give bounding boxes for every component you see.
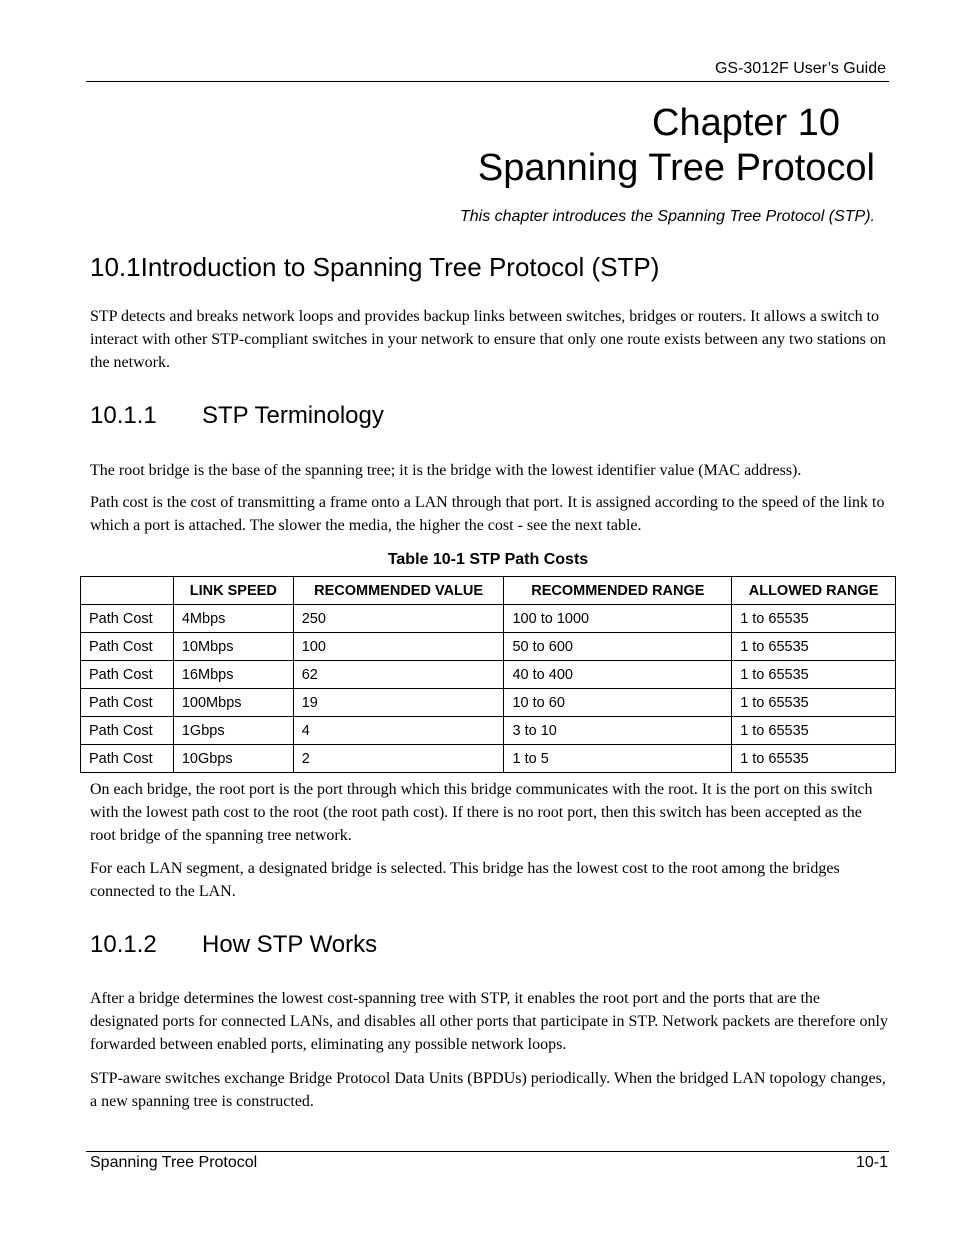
table-cell: 50 to 600	[504, 633, 732, 661]
table-cell: 1 to 65535	[732, 717, 896, 745]
section-number: 10.1.2	[90, 931, 157, 958]
table-cell: Path Cost	[81, 689, 174, 717]
table-cell: Path Cost	[81, 661, 174, 689]
table-cell: 4Mbps	[173, 605, 293, 633]
chapter-intro: This chapter introduces the Spanning Tree Protocol (STP).	[459, 208, 875, 225]
table-row	[81, 717, 896, 745]
how-stp-works-paragraph-1: After a bridge determines the lowest cost-spanning tree with STP, it enables the root port and the ports that are the designated ports for connected LANs, and disables all other ports that participate in STP. Network packets are therefore only forwarded between enabled ports, eliminating any possible network loops.	[90, 990, 888, 1053]
table-header-cell: RECOMMENDED VALUE	[293, 577, 504, 605]
section-heading-10-1-2	[90, 931, 377, 959]
table-cell: Path Cost	[81, 605, 174, 633]
table-cell: 3 to 10	[504, 717, 732, 745]
table-header-cell	[81, 577, 174, 605]
section-number: 10.1.1	[90, 402, 157, 429]
table-cell: 10Mbps	[173, 633, 293, 661]
table-cell: 1 to 65535	[732, 689, 896, 717]
table-cell: Path Cost	[81, 745, 174, 773]
table-cell: Path Cost	[81, 717, 174, 745]
table-caption: Table 10-1 STP Path Costs	[387, 551, 589, 568]
footer-page-number: 10-1	[855, 1154, 888, 1171]
chapter-title: Spanning Tree Protocol	[477, 147, 875, 189]
table-cell: 10Gbps	[173, 745, 293, 773]
table-row	[81, 689, 896, 717]
terminology-paragraph-1: The root bridge is the base of the spanning tree; it is the bridge with the lowest identifier value (MAC address).	[90, 462, 802, 479]
table-cell: 1 to 65535	[732, 605, 896, 633]
section-heading-10-1: 10.1Introduction to Spanning Tree Protocol (STP)	[90, 252, 660, 282]
table-cell: 1 to 5	[504, 745, 732, 773]
section-title: How STP Works	[202, 931, 378, 958]
table-cell: 40 to 400	[504, 661, 732, 689]
table-cell: 4	[293, 717, 504, 745]
table-header-cell: RECOMMENDED RANGE	[504, 577, 732, 605]
table-cell: 10 to 60	[504, 689, 732, 717]
table-cell: 100	[293, 633, 504, 661]
root-port-paragraph: On each bridge, the root port is the port through which this bridge communicates with the root. It is the port on this switch with the lowest path cost to the root (the root path cost). If there is no root port, then this switch has been accepted as the root bridge of the spanning tree network.	[90, 781, 873, 844]
table-cell: 2	[293, 745, 504, 773]
section-10-1-paragraph: STP detects and breaks network loops and provides backup links between switches, bridges or routers. It allows a switch to interact with other STP-compliant switches in your network to ensure that only one route exists between any two stations on the network.	[90, 308, 886, 371]
terminology-paragraph-2: Path cost is the cost of transmitting a frame onto a LAN through that port. It is assigned according to the speed of the link to which a port is attached. The slower the media, the higher the cost - see the next table.	[90, 494, 885, 534]
table-row	[81, 661, 896, 689]
table-cell: 19	[293, 689, 504, 717]
table-cell: 1 to 65535	[732, 745, 896, 773]
how-stp-works-paragraph-2: STP-aware switches exchange Bridge Protocol Data Units (BPDUs) periodically. When the bridged LAN topology changes, a new spanning tree is constructed.	[90, 1070, 886, 1110]
table-cell: 100Mbps	[173, 689, 293, 717]
table-cell: 62	[293, 661, 504, 689]
table-cell: 1 to 65535	[732, 633, 896, 661]
section-heading-10-1-1	[90, 402, 384, 430]
table-row	[81, 633, 896, 661]
table-cell: 250	[293, 605, 504, 633]
table-row	[81, 745, 896, 773]
running-header: GS-3012F User’s Guide	[714, 60, 886, 77]
designated-bridge-paragraph: For each LAN segment, a designated bridge is selected. This bridge has the lowest cost to the root among the bridges connected to the LAN.	[90, 860, 840, 900]
stp-path-costs-table	[80, 576, 896, 773]
footer-chapter-title: Spanning Tree Protocol	[90, 1154, 258, 1171]
table-row	[81, 605, 896, 633]
footer-divider	[86, 1151, 889, 1152]
table-cell: 1 to 65535	[732, 661, 896, 689]
chapter-number: Chapter 10	[652, 102, 841, 144]
table-cell: 16Mbps	[173, 661, 293, 689]
table-cell: 100 to 1000	[504, 605, 732, 633]
table-cell: 1Gbps	[173, 717, 293, 745]
table-header-cell: ALLOWED RANGE	[732, 577, 896, 605]
header-divider	[86, 81, 889, 82]
table-header-cell: LINK SPEED	[173, 577, 293, 605]
table-header-row	[81, 577, 896, 605]
section-title: STP Terminology	[202, 402, 384, 429]
table-cell: Path Cost	[81, 633, 174, 661]
